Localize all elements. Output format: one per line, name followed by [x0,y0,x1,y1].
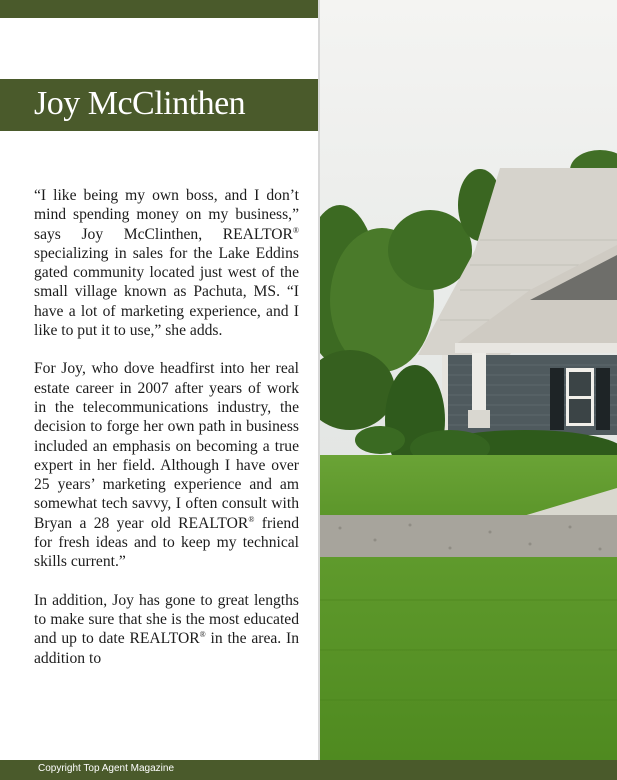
paragraph-2 [34,359,299,571]
top-accent-bar [0,0,318,18]
paragraph-3 [34,591,299,668]
registered-mark: ® [199,630,206,640]
registered-mark: ® [248,514,255,524]
article-body [34,186,299,687]
paragraph-3-text-b: in the area. In addition to [34,630,299,667]
registered-mark: ® [292,225,299,235]
paragraph-1-text-a: “I like being my own boss, and I don’t mind spending money on my business,” says Joy McClinthen, REALTOR [34,187,299,243]
copyright-text: Copyright Top Agent Magazine [38,763,175,774]
agent-name-title: Joy McClinthen [34,85,246,122]
paragraph-1-text-b: specializing in sales for the Lake Eddins gated community located just west of the small village known as Pachuta, MS. “I have a lot of marketing experience, and I like to put it to use,” she adds. [34,244,299,340]
paragraph-2-text-a: For Joy, who dove headfirst into her real estate career in 2007 after years of work in the telecommunications industry, the decision to forge her own path in business included an emphasis on becoming a true expert in her field. Although I have over 25 years’ marketing experience and am somewhat tech savvy, I often consult with Bryan a 28 year old REALTOR [34,360,299,532]
footer-bar [0,760,617,780]
paragraph-2-text-b: friend for fresh ideas and to keep my technical skills current.” [34,514,299,571]
title-band [0,79,318,131]
paragraph-1 [34,186,299,340]
paragraph-3-text-a: In addition, Joy has gone to great lengths to make sure that she is the most educated and up to date REALTOR [34,591,299,648]
house-photo [320,0,617,760]
